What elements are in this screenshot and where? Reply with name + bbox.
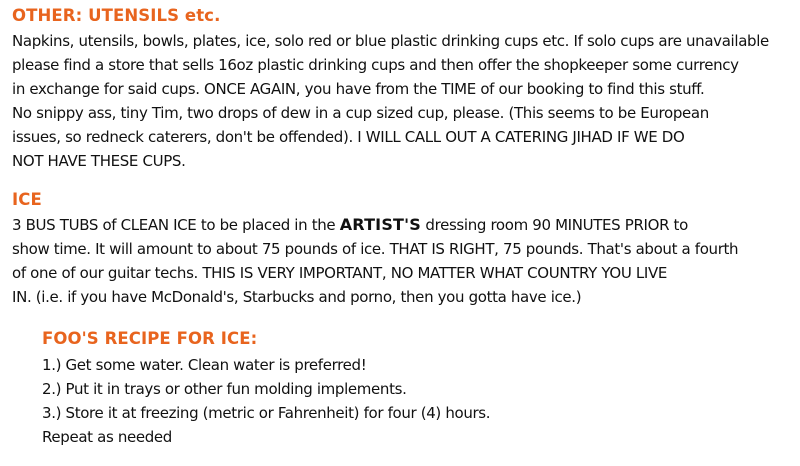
- recipe-step-2: 2.) Put it in trays or other fun molding implements.: [42, 380, 407, 398]
- utensils-line-5: issues, so redneck caterers, don't be offended). I WILL CALL OUT A CATERING JIHAD IF WE DO: [12, 128, 685, 146]
- recipe-step-1: 1.) Get some water. Clean water is preferred!: [42, 356, 367, 374]
- ice-line-3: of one of our guitar techs. THIS IS VERY IMPORTANT, NO MATTER WHAT COUNTRY YOU LIVE: [12, 264, 668, 282]
- utensils-heading: OTHER: UTENSILS etc.: [12, 6, 221, 25]
- recipe-repeat: Repeat as needed: [42, 428, 172, 446]
- ice-line-1-end: dressing room 90 MINUTES PRIOR to: [421, 216, 688, 234]
- utensils-line-4: No snippy ass, tiny Tim, two drops of dew in a cup sized cup, please. (This seems to be European: [12, 104, 709, 122]
- ice-line-4: IN. (i.e. if you have McDonald's, Starbucks and porno, then you gotta have ice.): [12, 288, 582, 306]
- utensils-line-3: in exchange for said cups. ONCE AGAIN, you have from the TIME of our booking to find this stuff.: [12, 80, 705, 98]
- recipe-step-3: 3.) Store it at freezing (metric or Fahrenheit) for four (4) hours.: [42, 404, 491, 422]
- utensils-line-6: NOT HAVE THESE CUPS.: [12, 152, 186, 170]
- utensils-line-1: Napkins, utensils, bowls, plates, ice, solo red or blue plastic drinking cups etc. If solo cups are unavailable: [12, 32, 769, 50]
- artist-emphasis: ARTIST'S: [339, 215, 421, 234]
- recipe-heading: FOO'S RECIPE FOR ICE:: [42, 329, 258, 348]
- ice-line-2: show time. It will amount to about 75 pounds of ice. THAT IS RIGHT, 75 pounds. That's about a fourth: [12, 240, 739, 258]
- utensils-line-2: please find a store that sells 16oz plastic drinking cups and then offer the shopkeeper some currency: [12, 56, 739, 74]
- ice-heading: ICE: [12, 190, 42, 209]
- ice-line-1-start: 3 BUS TUBS of CLEAN ICE to be placed in the: [12, 216, 340, 234]
- ice-line-1: [12, 213, 688, 237]
